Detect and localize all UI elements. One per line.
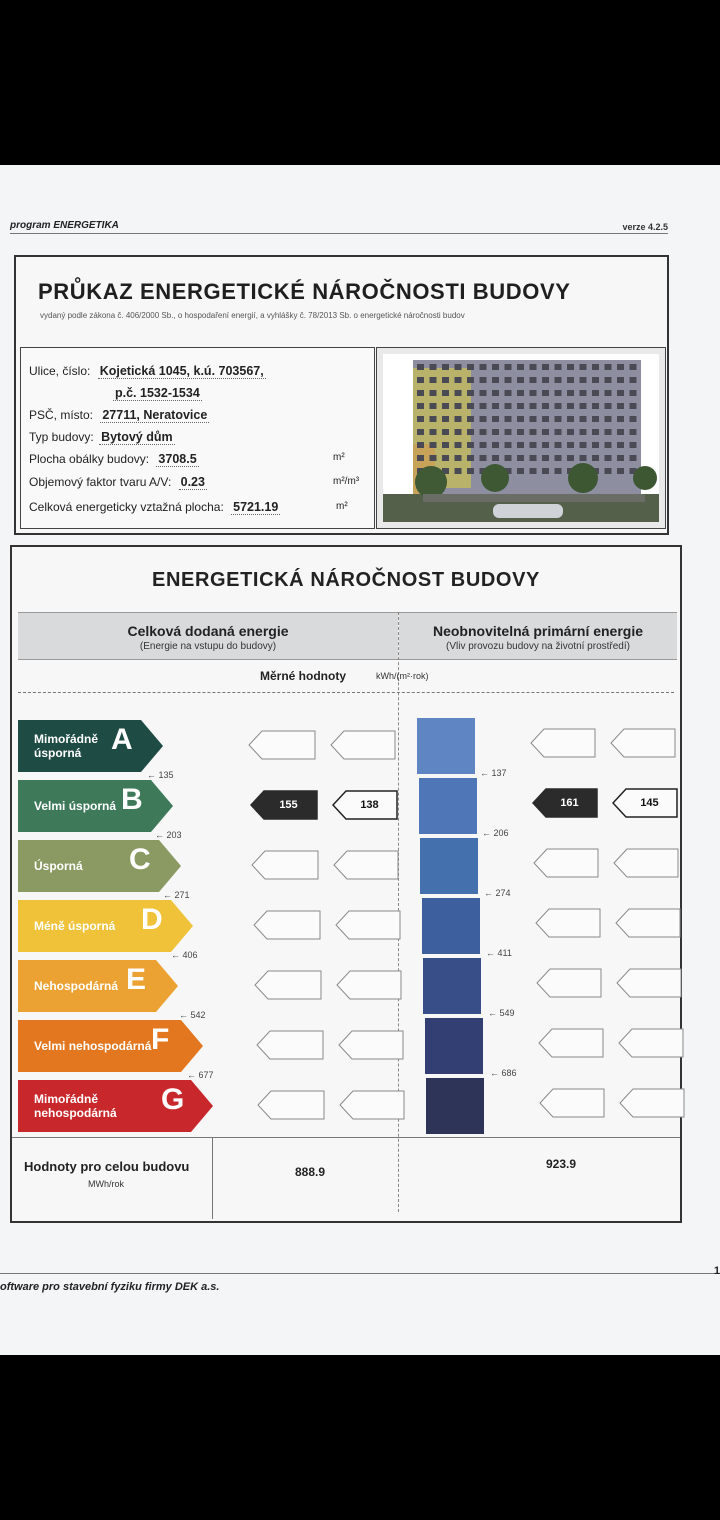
left-reference-value-arrow <box>332 790 398 820</box>
primary-energy-bar-c <box>420 838 478 894</box>
energy-class-letter: G <box>161 1083 185 1116</box>
left-threshold-label: ← 406 <box>171 950 198 960</box>
left-empty-arrow <box>338 1030 404 1060</box>
certificate-title: PRŮKAZ ENERGETICKÉ NÁROČNOSTI BUDOVY <box>38 279 571 304</box>
energy-class-letter: A <box>111 723 133 756</box>
right-empty-arrow <box>618 1028 684 1058</box>
left-column-header <box>18 612 398 660</box>
primary-energy-bar-f <box>425 1018 483 1074</box>
left-column-title: Celková dodaná energie <box>127 623 289 639</box>
right-empty-arrow <box>615 908 681 938</box>
energy-class-label: Méně úsporná <box>34 919 116 933</box>
area-label: Plocha obálky budovy: <box>29 452 150 466</box>
primary-energy-bar-b <box>419 778 477 834</box>
primary-energy-bar-e <box>423 958 481 1014</box>
energy-title: ENERGETICKÁ NÁROČNOST BUDOVY <box>152 569 540 591</box>
program-version: verze 4.2.5 <box>622 222 668 232</box>
area-row <box>29 452 199 466</box>
right-reference-value-arrow <box>612 788 678 818</box>
left-empty-arrow <box>335 910 401 940</box>
primary-energy-bar-g <box>426 1078 484 1134</box>
left-empty-arrow <box>257 1090 325 1120</box>
psc-label: PSČ, místo: <box>29 408 94 422</box>
page-number: 1 <box>713 1265 720 1277</box>
energy-class-g <box>18 1080 213 1132</box>
right-threshold-label: ← 137 <box>480 768 507 778</box>
right-empty-arrow <box>538 1028 604 1058</box>
energy-class-letter: B <box>121 783 143 816</box>
energy-class-label: Mimořádně nehospodárná <box>34 1092 117 1120</box>
energy-class-c <box>18 840 181 892</box>
area-unit: m² <box>333 452 345 463</box>
left-threshold-label: ← 271 <box>163 890 190 900</box>
type-row <box>29 430 175 444</box>
left-empty-arrow <box>256 1030 324 1060</box>
street-value-2: p.č. 1532-1534 <box>115 386 200 400</box>
energy-class-e <box>18 960 178 1012</box>
left-building-value-arrow <box>250 790 318 820</box>
area-value: 3708.5 <box>158 452 197 466</box>
right-column-subtitle: (Vliv provozu budovy na životní prostředí) <box>446 641 630 652</box>
right-empty-arrow <box>530 728 596 758</box>
left-threshold-label: ← 203 <box>155 830 182 840</box>
energy-class-label: Velmi nehospodárná <box>34 1039 152 1053</box>
left-empty-arrow <box>248 730 316 760</box>
energy-class-label: Velmi úsporná <box>34 799 117 813</box>
program-name: program ENERGETIKA <box>10 220 119 231</box>
left-empty-arrow <box>339 1090 405 1120</box>
energy-class-letter: F <box>151 1023 170 1056</box>
right-empty-arrow <box>610 728 676 758</box>
total-area-label: Celková energeticky vztažná plocha: <box>29 500 224 514</box>
right-column-title: Neobnovitelná primární energie <box>432 623 644 639</box>
street-label: Ulice, číslo: <box>29 364 91 378</box>
street-row-2 <box>113 386 202 400</box>
total-delivered-energy: 888.9 <box>295 1165 326 1179</box>
right-threshold-label: ← 411 <box>486 948 512 958</box>
footer-line <box>0 1273 720 1274</box>
right-empty-arrow <box>533 848 599 878</box>
right-empty-arrow <box>539 1088 605 1118</box>
left-threshold-label: ← 542 <box>179 1010 206 1020</box>
energy-performance-box <box>10 545 682 1223</box>
type-value: Bytový dům <box>101 430 173 444</box>
right-empty-arrow <box>613 848 679 878</box>
psc-value: 27711, Neratovice <box>102 408 208 422</box>
psc-row <box>29 408 209 422</box>
left-empty-arrow <box>330 730 396 760</box>
energy-class-label: Mimořádně úsporná <box>34 732 99 760</box>
left-empty-arrow <box>254 970 322 1000</box>
total-area-unit: m² <box>336 501 348 512</box>
certificate-header-box <box>14 255 669 535</box>
energy-class-letter: D <box>141 903 163 936</box>
specific-values-label: Měrné hodnoty <box>260 669 346 683</box>
energy-class-letter: E <box>126 963 147 996</box>
right-reference-value-arrow-value: 145 <box>640 797 659 809</box>
right-threshold-label: ← 549 <box>488 1008 515 1018</box>
left-empty-arrow <box>333 850 399 880</box>
building-totals-unit: MWh/rok <box>88 1179 124 1189</box>
energy-class-label: Úsporná <box>34 859 83 873</box>
specific-values-rule <box>18 692 674 693</box>
total-area-value: 5721.19 <box>233 500 279 514</box>
right-empty-arrow <box>536 968 602 998</box>
energy-class-a <box>18 720 163 772</box>
right-empty-arrow <box>619 1088 685 1118</box>
total-primary-energy: 923.9 <box>546 1157 577 1171</box>
right-building-value-arrow <box>532 788 598 818</box>
right-empty-arrow <box>535 908 601 938</box>
building-info-box <box>20 347 375 529</box>
footer-divider <box>212 1137 213 1219</box>
right-threshold-label: ← 686 <box>490 1068 517 1078</box>
certificate-subtitle: vydaný podle zákona č. 406/2000 Sb., o hospodaření energií, a vyhlášky č. 78/2013 Sb. o energetické náročnosti budov <box>40 311 465 320</box>
street-value: Kojetická 1045, k.ú. 703567, <box>99 364 264 378</box>
total-area-row <box>29 500 280 514</box>
left-reference-value-arrow-value: 138 <box>360 799 379 811</box>
energy-class-d <box>18 900 193 952</box>
left-building-value-arrow-value: 155 <box>279 799 298 811</box>
right-threshold-label: ← 274 <box>484 888 511 898</box>
right-column-header <box>399 612 677 660</box>
building-totals-label: Hodnoty pro celou budovu <box>24 1159 190 1174</box>
street-row <box>29 364 266 378</box>
building-photo-image <box>383 354 659 522</box>
type-label: Typ budovy: <box>29 430 94 444</box>
energy-class-f <box>18 1020 203 1072</box>
right-empty-arrow <box>616 968 682 998</box>
factor-label: Objemový faktor tvaru A/V: <box>29 475 172 489</box>
left-empty-arrow <box>251 850 319 880</box>
left-empty-arrow <box>336 970 402 1000</box>
factor-row <box>29 475 207 489</box>
building-photo <box>376 347 666 529</box>
software-credit: oftware pro stavební fyziku firmy DEK a.s. <box>0 1281 220 1293</box>
primary-energy-bar-d <box>422 898 480 954</box>
energy-class-letter: C <box>129 843 151 876</box>
certificate-page <box>0 165 720 1355</box>
factor-unit: m²/m³ <box>333 476 360 487</box>
right-building-value-arrow-value: 161 <box>560 797 579 809</box>
footer-rule <box>12 1137 680 1138</box>
energy-class-label: Nehospodárná <box>34 979 119 993</box>
specific-values-unit: kWh/(m²·rok) <box>376 671 429 681</box>
right-threshold-label: ← 206 <box>482 828 509 838</box>
left-threshold-label: ← 677 <box>187 1070 214 1080</box>
header-rule <box>10 233 668 234</box>
left-column-subtitle: (Energie na vstupu do budovy) <box>139 641 277 652</box>
energy-class-b <box>18 780 173 832</box>
left-threshold-label: ← 135 <box>147 770 174 780</box>
factor-value: 0.23 <box>180 475 205 489</box>
primary-energy-bar-a <box>417 718 475 774</box>
left-empty-arrow <box>253 910 321 940</box>
